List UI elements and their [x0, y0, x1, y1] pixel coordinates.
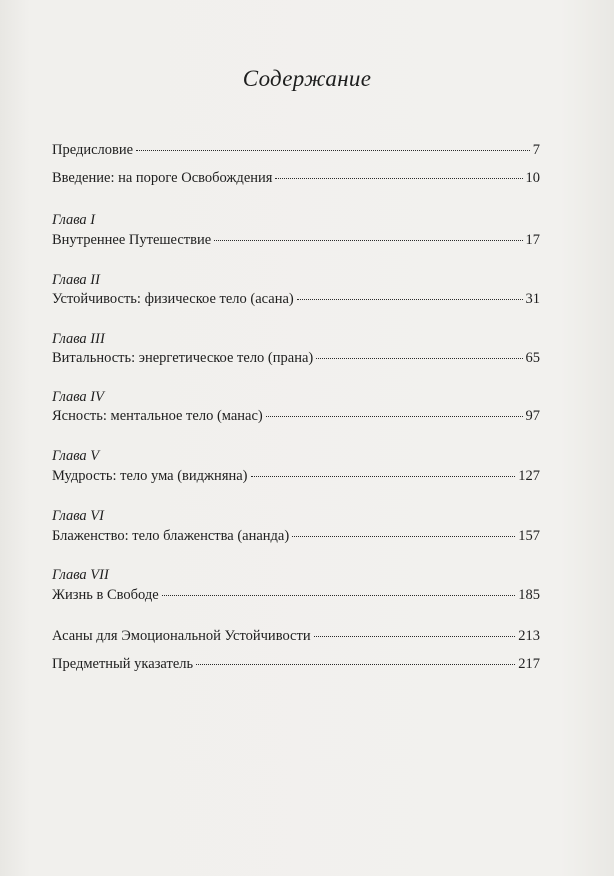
- dot-leader: [162, 595, 516, 596]
- entry-label: Жизнь в Свободе: [52, 587, 159, 603]
- dot-leader: [314, 636, 516, 637]
- chapter-label-7: Глава VII: [52, 567, 109, 583]
- entry-page-number: 185: [518, 587, 540, 603]
- toc-entry-chapter-3: [52, 349, 540, 367]
- entry-page-number: 217: [518, 656, 540, 672]
- entry-page-number: 213: [518, 628, 540, 644]
- entry-label: Витальность: энергетическое тело (прана): [52, 350, 314, 366]
- chapter-label-1: Глава I: [52, 212, 96, 228]
- entry-label: Ясность: ментальное тело (манас): [52, 408, 263, 424]
- dot-leader: [196, 664, 515, 665]
- entry-page-number: 65: [525, 350, 540, 366]
- dot-leader: [266, 416, 523, 417]
- entry-label: Устойчивость: физическое тело (асана): [52, 291, 294, 307]
- chapter-label-5: Глава V: [52, 448, 100, 464]
- entry-label: Введение: на пороге Освобождения: [52, 170, 273, 186]
- chapter-label-2: Глава II: [52, 272, 100, 288]
- entry-label: Асаны для Эмоциональной Устойчивости: [52, 628, 311, 644]
- toc-entry-chapter-1: [52, 231, 540, 249]
- dot-leader: [292, 536, 515, 537]
- entry-page-number: 10: [525, 170, 540, 186]
- dot-leader: [136, 150, 530, 151]
- entry-label: Внутреннее Путешествие: [52, 232, 212, 248]
- entry-page-number: 31: [525, 291, 540, 307]
- entry-label: Предметный указатель: [52, 656, 194, 672]
- entry-label: Предисловие: [52, 142, 134, 158]
- toc-entry-index: [52, 655, 540, 673]
- entry-page-number: 17: [525, 232, 540, 248]
- toc-entry-chapter-5: [52, 467, 540, 485]
- entry-page-number: 97: [525, 408, 540, 424]
- chapter-label-6: Глава VI: [52, 508, 104, 524]
- dot-leader: [214, 240, 522, 241]
- toc-entry-chapter-6: [52, 527, 540, 545]
- dot-leader: [275, 178, 522, 179]
- toc-title: Содержание: [242, 66, 372, 91]
- chapter-label-3: Глава III: [52, 331, 105, 347]
- entry-page-number: 127: [518, 468, 540, 484]
- toc-entry-preface: [52, 141, 540, 159]
- entry-label: Мудрость: тело ума (виджняна): [52, 468, 248, 484]
- dot-leader: [251, 476, 516, 477]
- chapter-label-4: Глава IV: [52, 389, 104, 405]
- toc-entry-chapter-4: [52, 407, 540, 425]
- toc-entry-intro: [52, 169, 540, 187]
- dot-leader: [297, 299, 523, 300]
- entry-page-number: 157: [518, 528, 540, 544]
- toc-entry-chapter-2: [52, 290, 540, 308]
- toc-entry-asanas: [52, 627, 540, 645]
- dot-leader: [316, 358, 522, 359]
- entry-page-number: 7: [532, 142, 540, 158]
- toc-entry-chapter-7: [52, 586, 540, 604]
- entry-label: Блаженство: тело блаженства (ананда): [52, 528, 290, 544]
